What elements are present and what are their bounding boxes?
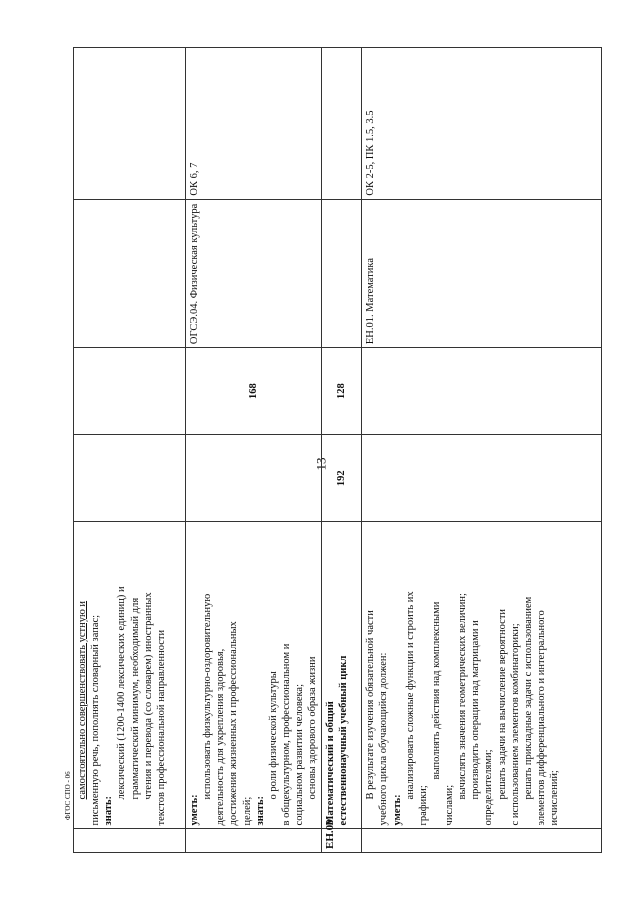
cell-competences	[322, 48, 362, 200]
description-line: числами;	[444, 784, 455, 826]
cell-description	[186, 522, 322, 829]
description-line: о роли физической культуры	[267, 671, 279, 800]
cell-obligatory-hours: 128	[322, 348, 362, 435]
cell-max-hours	[74, 435, 186, 522]
table-row	[186, 48, 322, 853]
description-line: грамматический минимум, необходимый для	[129, 597, 141, 800]
cell-max-hours: 192	[322, 435, 362, 522]
cell-max-hours	[362, 435, 602, 522]
description-line: самостоятельно совершенствовать устную и	[77, 600, 88, 800]
cell-obligatory-hours	[362, 348, 602, 435]
table-row	[74, 48, 186, 853]
cell-obligatory-hours	[74, 348, 186, 435]
description-line: элементов дифференциального и интегрального	[535, 610, 547, 826]
cell-discipline: ЕН.01. Математика	[362, 199, 602, 348]
description-line: письменную речь, пополнять словарный запас;	[90, 614, 102, 826]
description-line: решать задачи на вычисление вероятности	[496, 608, 508, 800]
description-line: графики;	[417, 785, 429, 826]
description-line: лексический (1200-1400 лексических единиц) и	[116, 586, 128, 800]
cell-index	[186, 829, 322, 853]
description-line: решать прикладные задачи с использованием	[522, 596, 534, 800]
description-line: использовать физкультурно-оздоровительную	[202, 593, 214, 800]
cell-max-hours	[186, 435, 322, 522]
description-line: определителями;	[483, 749, 495, 826]
description-line: чтения и перевода (со словарем) иностранных	[142, 592, 154, 800]
description-line: вычислять значения геометрических величин;	[457, 593, 469, 800]
cell-obligatory-hours: 168	[186, 348, 322, 435]
cell-index	[74, 829, 186, 853]
description-line: знать:	[103, 795, 115, 826]
cell-competences: ОК 6, 7	[186, 48, 322, 200]
table-row	[362, 48, 602, 853]
description-line: Математический и общий	[325, 701, 337, 826]
description-line: исчислений;	[549, 770, 560, 826]
cell-discipline	[322, 199, 362, 348]
description-line: с использованием элементов комбинаторики;	[509, 623, 521, 826]
description-line: деятельность для укрепления здоровья,	[215, 648, 227, 826]
cell-competences	[74, 48, 186, 200]
description-line: целей;	[241, 796, 253, 826]
description-line: в общекультурном, профессиональном и	[280, 643, 292, 826]
description-line: знать:	[254, 795, 266, 826]
description-line: социальном развитии человека;	[294, 683, 305, 826]
description-line: учебного цикла обучающийся должен:	[378, 652, 390, 826]
footer-text: ФГОС СПО - 06	[64, 771, 72, 820]
cell-competences: ОК 2-5, ПК 1.5, 3.5	[362, 48, 602, 200]
description-line: уметь:	[391, 794, 403, 826]
cell-description	[74, 522, 186, 829]
page-number: 13	[313, 457, 329, 471]
description-line: анализировать сложные функции и строить их	[404, 591, 416, 800]
description-line: естественнонаучный учебный цикл	[338, 655, 350, 826]
table-row	[322, 48, 362, 853]
cell-discipline: ОГСЭ.04. Физическая культура	[186, 199, 322, 348]
curriculum-table	[73, 47, 602, 853]
description-line: уметь:	[189, 794, 200, 826]
description-line: выполнять действия над комплексными	[430, 601, 442, 780]
cell-discipline	[74, 199, 186, 348]
description-line: текстов профессиональной направленности	[155, 629, 167, 826]
table-body	[74, 48, 602, 853]
description-line: В результате изучения обязательной части	[365, 610, 377, 800]
cell-description	[322, 522, 362, 829]
curriculum-table-rotated	[73, 47, 601, 853]
description-line: достижения жизненных и профессиональных	[228, 621, 240, 826]
cell-index	[362, 829, 602, 853]
description-line: основы здорового образа жизни	[307, 656, 319, 800]
cell-index: ЕН.00	[322, 829, 362, 853]
description-line: производить операции над матрицами и	[470, 620, 482, 800]
cell-description	[362, 522, 602, 829]
